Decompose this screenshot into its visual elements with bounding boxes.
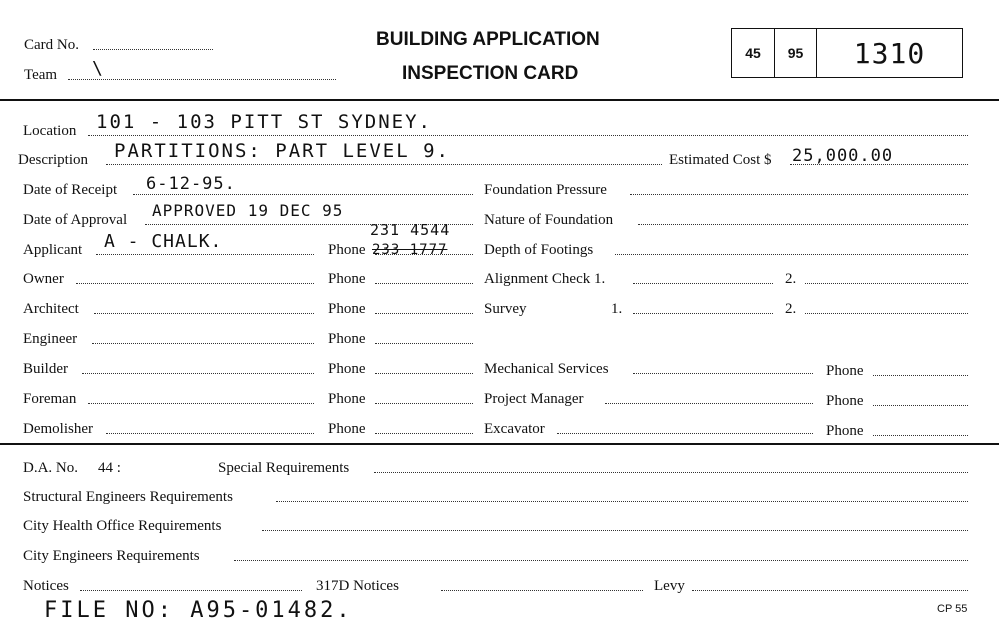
file-number: FILE NO: A95-01482.	[44, 598, 353, 623]
nature-of-foundation-label: Nature of Foundation	[484, 212, 614, 228]
project-manager-dots	[605, 403, 813, 404]
foreman-dots	[88, 403, 314, 404]
excavator-dots	[557, 433, 813, 434]
form-title-line2: INSPECTION CARD	[402, 63, 579, 84]
engineer-phone-dots	[375, 343, 473, 344]
da-no-value: 44 :	[98, 460, 121, 476]
architect-phone-label: Phone	[328, 301, 366, 317]
survey-label: Survey	[484, 301, 527, 317]
builder-dots	[82, 373, 314, 374]
project-manager-phone-label: Phone	[826, 393, 864, 409]
owner-phone-label: Phone	[328, 271, 366, 287]
location-label: Location	[23, 123, 77, 139]
demolisher-dots	[106, 433, 314, 434]
date-of-receipt-value: 6-12-95.	[146, 174, 236, 194]
structural-requirements-dots	[276, 501, 968, 502]
survey-1-label: 1.	[611, 301, 623, 317]
card-number-box	[731, 28, 963, 78]
levy-dots	[692, 590, 968, 591]
builder-phone-dots	[375, 373, 473, 374]
nature-of-foundation-dots	[638, 224, 968, 225]
depth-of-footings-dots	[615, 254, 968, 255]
da-no-label: D.A. No.	[23, 460, 78, 476]
mechanical-services-label: Mechanical Services	[484, 361, 609, 377]
health-office-requirements-dots	[262, 530, 968, 531]
number-box-cell-a: 45	[732, 29, 775, 77]
section-divider	[0, 443, 999, 445]
applicant-phone-struck: 233 1777	[372, 242, 448, 258]
card-no-label: Card No.	[24, 37, 79, 53]
header-divider	[0, 99, 999, 101]
description-label: Description	[18, 152, 88, 168]
engineer-dots	[92, 343, 314, 344]
foundation-pressure-dots	[630, 194, 968, 195]
demolisher-label: Demolisher	[23, 421, 93, 437]
survey-2-dots	[805, 313, 968, 314]
mechanical-services-phone-dots	[873, 375, 968, 376]
number-box-cell-b: 95	[775, 29, 817, 77]
alignment-check-label: Alignment Check 1.	[484, 271, 606, 287]
location-value: 101 - 103 PITT ST SYDNEY.	[96, 111, 432, 133]
city-engineers-requirements-label: City Engineers Requirements	[23, 548, 200, 564]
architect-dots	[94, 313, 314, 314]
estimated-cost-label: Estimated Cost $	[669, 152, 772, 168]
engineer-phone-label: Phone	[328, 331, 366, 347]
survey-2-label: 2.	[785, 301, 797, 317]
notices-317d-label: 317D Notices	[316, 578, 399, 594]
health-office-requirements-label: City Health Office Requirements	[23, 518, 222, 534]
project-manager-phone-dots	[873, 405, 968, 406]
excavator-label: Excavator	[484, 421, 545, 437]
owner-label: Owner	[23, 271, 64, 287]
alignment-check-1-dots	[633, 283, 773, 284]
survey-1-dots	[633, 313, 773, 314]
builder-label: Builder	[23, 361, 68, 377]
alignment-check-2-label: 2.	[785, 271, 797, 287]
notices-317d-dots	[441, 590, 643, 591]
team-label: Team	[24, 67, 58, 83]
architect-label: Architect	[23, 301, 79, 317]
demolisher-phone-dots	[375, 433, 473, 434]
excavator-phone-label: Phone	[826, 423, 864, 439]
form-code: CP 55	[937, 603, 968, 615]
applicant-label: Applicant	[23, 242, 83, 258]
description-dots	[106, 164, 662, 165]
foreman-phone-label: Phone	[328, 391, 366, 407]
notices-dots	[80, 590, 302, 591]
applicant-phone-label: Phone	[328, 242, 366, 258]
foreman-label: Foreman	[23, 391, 77, 407]
description-value: PARTITIONS: PART LEVEL 9.	[114, 140, 450, 162]
excavator-phone-dots	[873, 435, 968, 436]
special-requirements-label: Special Requirements	[218, 460, 350, 476]
levy-label: Levy	[654, 578, 685, 594]
date-of-approval-label: Date of Approval	[23, 212, 128, 228]
mechanical-services-phone-label: Phone	[826, 363, 864, 379]
mechanical-services-dots	[633, 373, 813, 374]
project-manager-label: Project Manager	[484, 391, 584, 407]
owner-dots	[76, 283, 314, 284]
date-of-approval-value: APPROVED 19 DEC 95	[152, 201, 344, 220]
owner-phone-dots	[375, 283, 473, 284]
architect-phone-dots	[375, 313, 473, 314]
structural-requirements-label: Structural Engineers Requirements	[23, 489, 233, 505]
applicant-value: A - CHALK.	[104, 231, 223, 252]
city-engineers-requirements-dots	[234, 560, 968, 561]
applicant-dots	[96, 254, 314, 255]
builder-phone-label: Phone	[328, 361, 366, 377]
team-dots	[68, 79, 336, 80]
depth-of-footings-label: Depth of Footings	[484, 242, 594, 258]
date-of-receipt-label: Date of Receipt	[23, 182, 118, 198]
special-requirements-dots	[374, 472, 968, 473]
form-title-line1: BUILDING APPLICATION	[376, 29, 600, 50]
alignment-check-2-dots	[805, 283, 968, 284]
applicant-phone-value: 231 4544	[370, 221, 451, 239]
location-dots	[88, 135, 968, 136]
card-no-dots	[93, 49, 213, 50]
demolisher-phone-label: Phone	[328, 421, 366, 437]
date-of-receipt-dots	[133, 194, 473, 195]
foreman-phone-dots	[375, 403, 473, 404]
notices-label: Notices	[23, 578, 69, 594]
engineer-label: Engineer	[23, 331, 78, 347]
estimated-cost-value: 25,000.00	[792, 146, 894, 166]
foundation-pressure-label: Foundation Pressure	[484, 182, 607, 198]
card-number: 1310	[853, 36, 926, 70]
team-value: \	[92, 58, 104, 79]
